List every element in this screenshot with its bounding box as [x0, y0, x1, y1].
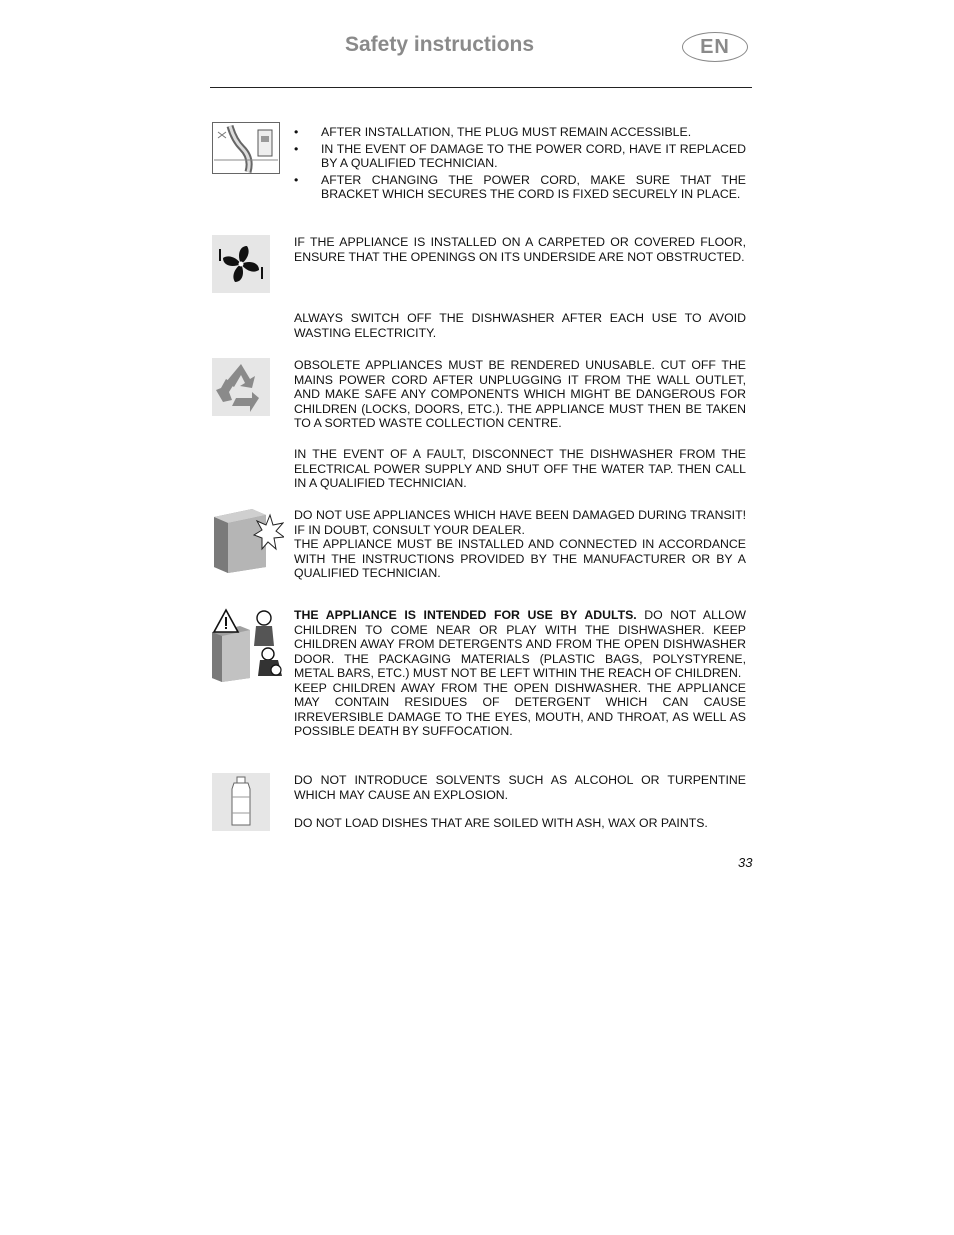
solvents-text: DO NOT INTRODUCE SOLVENTS SUCH AS ALCOHOL OR TURPENTINE WHICH MAY CAUSE AN EXPLOSION.: [294, 773, 746, 802]
damaged-appliance-icon: [212, 507, 284, 573]
recycle-icon: [212, 358, 270, 416]
ventilation-fan-icon: [212, 235, 270, 293]
header-divider: [210, 87, 752, 88]
children-warning-text: [294, 608, 746, 739]
fault-text: IN THE EVENT OF A FAULT, DISCONNECT THE DISHWASHER FROM THE ELECTRICAL POWER SUPPLY AND SHUT OFF THE WATER TAP. THEN CALL IN A QUALIFIED TECHNICIAN.: [294, 447, 746, 490]
bullet-marker: •: [294, 141, 299, 156]
installation-paragraph: THE APPLIANCE MUST BE INSTALLED AND CONNECTED IN ACCORDANCE WITH THE INSTRUCTIONS PROVIDED BY THE MANUFACTURER OR BY A QUALIFIED TECHNICIAN.: [294, 537, 746, 580]
damaged-appliance-text: [294, 508, 746, 581]
children-warning-icon: [210, 608, 284, 682]
page-number: 33: [738, 855, 753, 870]
switch-off-text: ALWAYS SWITCH OFF THE DISHWASHER AFTER EACH USE TO AVOID WASTING ELECTRICITY.: [294, 311, 746, 340]
detergent-residue-paragraph: KEEP CHILDREN AWAY FROM THE OPEN DISHWASHER. THE APPLIANCE MAY CONTAIN RESIDUES OF DETERGENT WHICH CAN CAUSE IRREVERSIBLE DAMAGE TO THE EYES, MOUTH, AND THROAT, AS WELL AS POSSIBLE DEATH BY SUFFOCATION.: [294, 680, 746, 738]
adults-only-heading: THE APPLIANCE IS INTENDED FOR USE BY ADULTS.: [294, 608, 637, 622]
damaged-transit-paragraph: DO NOT USE APPLIANCES WHICH HAVE BEEN DAMAGED DURING TRANSIT! IF IN DOUBT, CONSULT YOUR DEALER.: [294, 508, 746, 537]
bullet-marker: •: [294, 125, 299, 139]
bullet-marker: •: [294, 172, 299, 187]
plug-cord-icon: [212, 122, 280, 174]
language-badge: [682, 32, 748, 62]
obsolete-appliance-text: OBSOLETE APPLIANCES MUST BE RENDERED UNUSABLE. CUT OFF THE MAINS POWER CORD AFTER UNPLUGGING IT FROM THE WALL OUTLET, AND MAKE SAFE ANY COMPONENTS WHICH MIGHT BE DANGEROUS FOR CHILDREN (LOCKS, DOORS, ETC.). THE APPLIANCE MUST THEN BE TAKEN TO A SORTED WASTE COLLECTION CENTRE.: [294, 358, 746, 430]
language-code: EN: [700, 35, 730, 58]
children-paragraph: THE APPLIANCE IS INTENDED FOR USE BY ADULTS. DO NOT ALLOW CHILDREN TO COME NEAR OR PLAY WITH THE DISHWASHER. KEEP CHILDREN AWAY FROM DETERGENTS AND FROM THE OPEN DISHWASHER DOOR. THE PACKAGING MATERIALS (PLASTIC BAGS, POLYSTYRENE, METAL BARS, ETC.) MUST NOT BE LEFT WITHIN THE REACH OF CHILDREN.: [294, 608, 746, 680]
solvent-bottle-icon: [212, 773, 270, 831]
list-item: • IN THE EVENT OF DAMAGE TO THE POWER CORD, HAVE IT REPLACED BY A QUALIFIED TECHNICIAN.: [294, 141, 746, 170]
plug-instructions-list: [294, 125, 746, 204]
dishes-text: DO NOT LOAD DISHES THAT ARE SOILED WITH ASH, WAX OR PAINTS.: [294, 816, 708, 830]
page-title: Safety instructions: [345, 33, 535, 56]
floor-warning-text: IF THE APPLIANCE IS INSTALLED ON A CARPETED OR COVERED FLOOR, ENSURE THAT THE OPENINGS ON ITS UNDERSIDE ARE NOT OBSTRUCTED.: [294, 235, 746, 264]
list-item: • AFTER INSTALLATION, THE PLUG MUST REMAIN ACCESSIBLE.: [294, 125, 692, 139]
list-item: • AFTER CHANGING THE POWER CORD, MAKE SURE THAT THE BRACKET WHICH SECURES THE CORD IS FIXED SECURELY IN PLACE.: [294, 172, 746, 201]
